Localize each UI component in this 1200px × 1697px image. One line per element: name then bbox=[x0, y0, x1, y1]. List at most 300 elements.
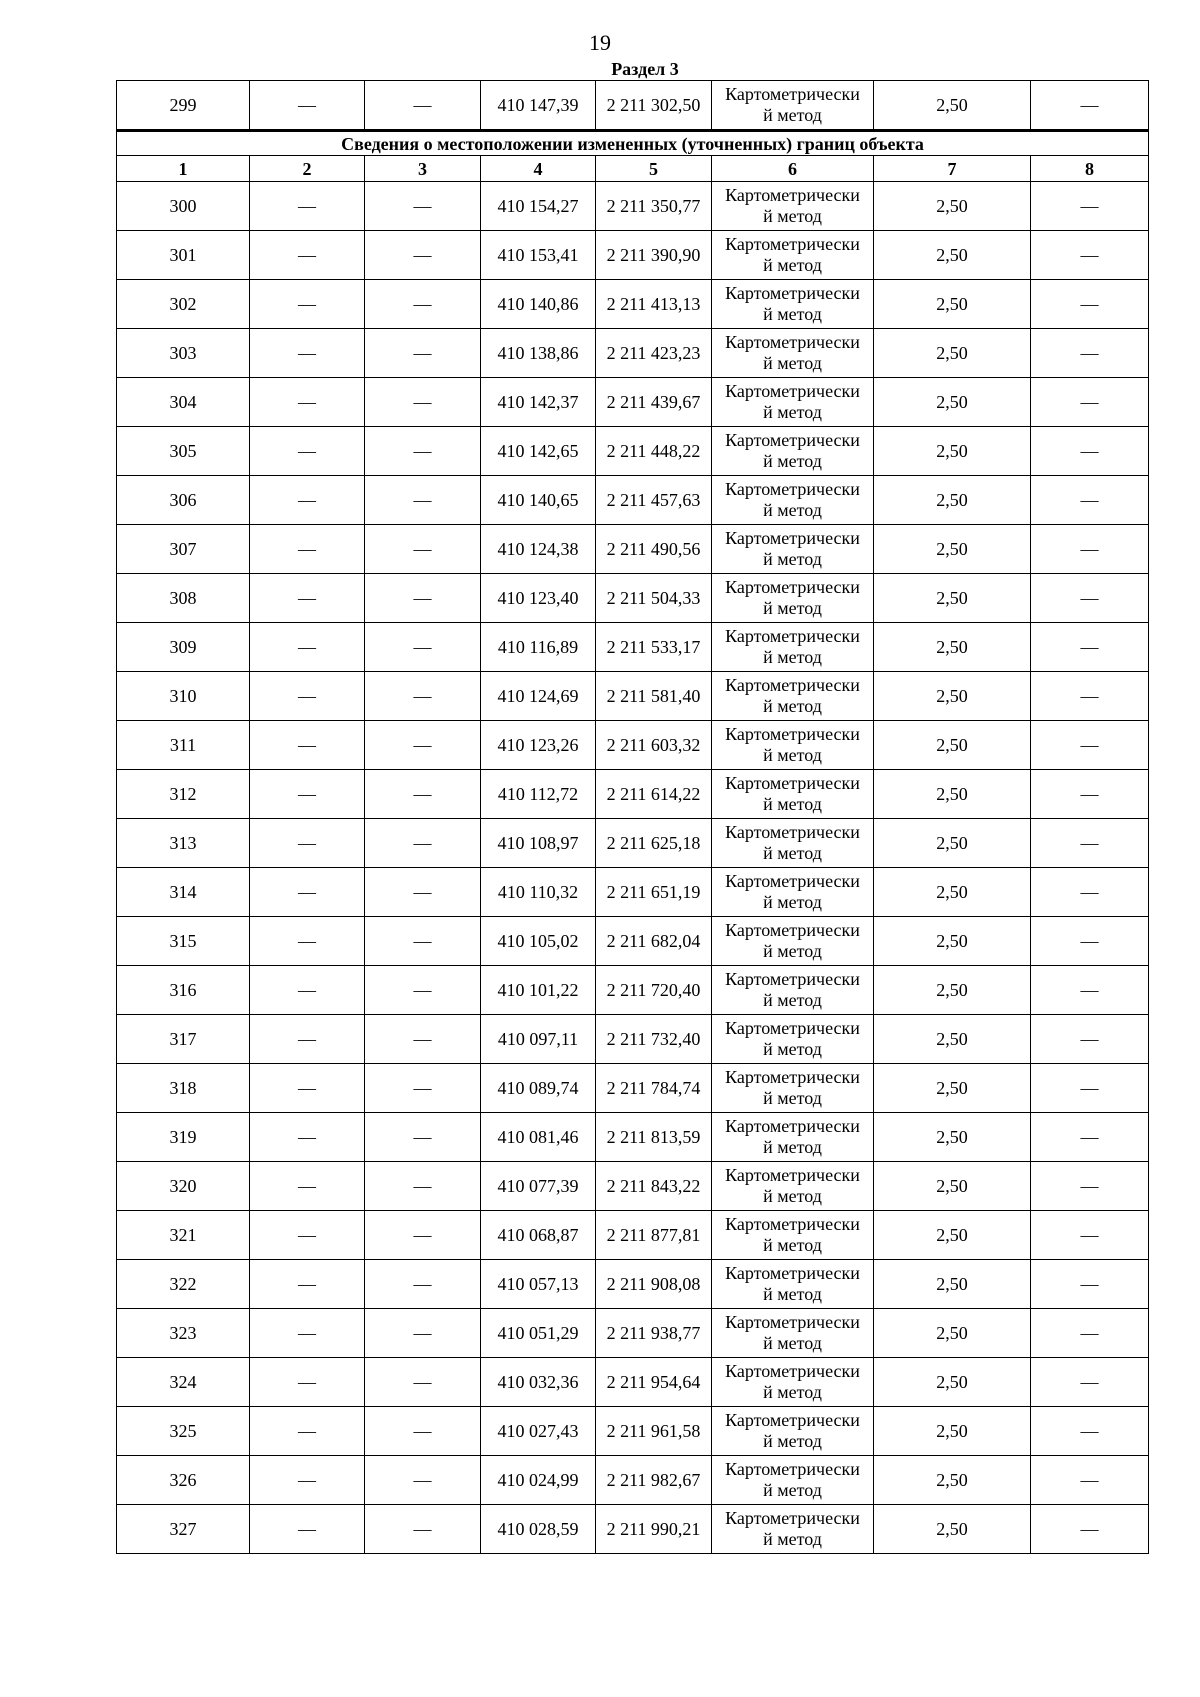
table-row bbox=[117, 329, 1149, 378]
accuracy-cell: 2,50 bbox=[874, 574, 1031, 623]
col3-cell: — bbox=[365, 427, 481, 476]
col8-cell: — bbox=[1031, 1162, 1149, 1211]
point-number-cell: 321 bbox=[117, 1211, 250, 1260]
col3-cell: — bbox=[365, 1162, 481, 1211]
y-coordinate-cell: 2 211 533,17 bbox=[596, 623, 712, 672]
table-row bbox=[117, 672, 1149, 721]
accuracy-cell: 2,50 bbox=[874, 1407, 1031, 1456]
method-cell bbox=[712, 574, 874, 623]
method-line1: Картометрически bbox=[725, 1018, 860, 1038]
y-coordinate-cell: 2 211 908,08 bbox=[596, 1260, 712, 1309]
method-cell bbox=[712, 966, 874, 1015]
method-cell bbox=[712, 1015, 874, 1064]
col8-cell: — bbox=[1031, 1456, 1149, 1505]
accuracy-cell: 2,50 bbox=[874, 81, 1031, 131]
method-line2: й метод bbox=[763, 647, 822, 667]
accuracy-cell: 2,50 bbox=[874, 917, 1031, 966]
table-row bbox=[117, 81, 1149, 131]
method-line1: Картометрически bbox=[725, 185, 860, 205]
method-line2: й метод bbox=[763, 794, 822, 814]
method-cell bbox=[712, 231, 874, 280]
col2-cell: — bbox=[250, 329, 365, 378]
accuracy-cell: 2,50 bbox=[874, 378, 1031, 427]
method-line1: Картометрически bbox=[725, 626, 860, 646]
table-row bbox=[117, 1113, 1149, 1162]
col8-cell: — bbox=[1031, 329, 1149, 378]
y-coordinate-cell: 2 211 448,22 bbox=[596, 427, 712, 476]
col8-cell: — bbox=[1031, 1064, 1149, 1113]
y-coordinate-cell: 2 211 954,64 bbox=[596, 1358, 712, 1407]
y-coordinate-cell: 2 211 877,81 bbox=[596, 1211, 712, 1260]
x-coordinate-cell: 410 089,74 bbox=[481, 1064, 596, 1113]
x-coordinate-cell: 410 142,37 bbox=[481, 378, 596, 427]
column-header: 5 bbox=[596, 156, 712, 182]
accuracy-cell: 2,50 bbox=[874, 1015, 1031, 1064]
col2-cell: — bbox=[250, 1309, 365, 1358]
method-cell bbox=[712, 868, 874, 917]
x-coordinate-cell: 410 140,86 bbox=[481, 280, 596, 329]
x-coordinate-cell: 410 110,32 bbox=[481, 868, 596, 917]
col2-cell: — bbox=[250, 770, 365, 819]
table-row bbox=[117, 1456, 1149, 1505]
method-cell bbox=[712, 1505, 874, 1554]
accuracy-cell: 2,50 bbox=[874, 819, 1031, 868]
x-coordinate-cell: 410 101,22 bbox=[481, 966, 596, 1015]
point-number-cell: 327 bbox=[117, 1505, 250, 1554]
table-row bbox=[117, 1260, 1149, 1309]
accuracy-cell: 2,50 bbox=[874, 1064, 1031, 1113]
method-cell bbox=[712, 81, 874, 131]
y-coordinate-cell: 2 211 614,22 bbox=[596, 770, 712, 819]
table-caption-row bbox=[117, 131, 1149, 156]
col3-cell: — bbox=[365, 770, 481, 819]
x-coordinate-cell: 410 068,87 bbox=[481, 1211, 596, 1260]
method-cell bbox=[712, 770, 874, 819]
col3-cell: — bbox=[365, 1309, 481, 1358]
point-number-cell: 309 bbox=[117, 623, 250, 672]
accuracy-cell: 2,50 bbox=[874, 770, 1031, 819]
col8-cell: — bbox=[1031, 574, 1149, 623]
method-cell bbox=[712, 1064, 874, 1113]
col3-cell: — bbox=[365, 917, 481, 966]
col2-cell: — bbox=[250, 819, 365, 868]
method-line1: Картометрически bbox=[725, 1165, 860, 1185]
accuracy-cell: 2,50 bbox=[874, 966, 1031, 1015]
method-line2: й метод bbox=[763, 1039, 822, 1059]
method-cell bbox=[712, 672, 874, 721]
col3-cell: — bbox=[365, 81, 481, 131]
method-line2: й метод bbox=[763, 255, 822, 275]
method-cell bbox=[712, 819, 874, 868]
method-line1: Картометрически bbox=[725, 822, 860, 842]
method-cell bbox=[712, 280, 874, 329]
method-line2: й метод bbox=[763, 843, 822, 863]
x-coordinate-cell: 410 027,43 bbox=[481, 1407, 596, 1456]
method-line2: й метод bbox=[763, 1284, 822, 1304]
table-row bbox=[117, 525, 1149, 574]
method-line2: й метод bbox=[763, 1235, 822, 1255]
column-header-row bbox=[117, 156, 1149, 182]
method-line2: й метод bbox=[763, 1137, 822, 1157]
col3-cell: — bbox=[365, 1064, 481, 1113]
y-coordinate-cell: 2 211 302,50 bbox=[596, 81, 712, 131]
table-row bbox=[117, 966, 1149, 1015]
col3-cell: — bbox=[365, 721, 481, 770]
col8-cell: — bbox=[1031, 1260, 1149, 1309]
section-title: Раздел 3 bbox=[611, 59, 679, 79]
accuracy-cell: 2,50 bbox=[874, 1162, 1031, 1211]
col3-cell: — bbox=[365, 1358, 481, 1407]
col2-cell: — bbox=[250, 1456, 365, 1505]
method-cell bbox=[712, 476, 874, 525]
method-cell bbox=[712, 721, 874, 770]
method-line1: Картометрически bbox=[725, 332, 860, 352]
table-row bbox=[117, 427, 1149, 476]
method-cell bbox=[712, 1162, 874, 1211]
table-row bbox=[117, 182, 1149, 231]
col2-cell: — bbox=[250, 427, 365, 476]
col8-cell: — bbox=[1031, 378, 1149, 427]
method-line2: й метод bbox=[763, 990, 822, 1010]
y-coordinate-cell: 2 211 720,40 bbox=[596, 966, 712, 1015]
col8-cell: — bbox=[1031, 1505, 1149, 1554]
point-number-cell: 325 bbox=[117, 1407, 250, 1456]
col2-cell: — bbox=[250, 1505, 365, 1554]
point-number-cell: 304 bbox=[117, 378, 250, 427]
point-number-cell: 300 bbox=[117, 182, 250, 231]
table-row bbox=[117, 721, 1149, 770]
method-line1: Картометрически bbox=[725, 1459, 860, 1479]
col8-cell: — bbox=[1031, 1015, 1149, 1064]
accuracy-cell: 2,50 bbox=[874, 1456, 1031, 1505]
accuracy-cell: 2,50 bbox=[874, 1309, 1031, 1358]
point-number-cell: 326 bbox=[117, 1456, 250, 1505]
method-cell bbox=[712, 1211, 874, 1260]
col8-cell: — bbox=[1031, 672, 1149, 721]
col3-cell: — bbox=[365, 1505, 481, 1554]
point-number-cell: 323 bbox=[117, 1309, 250, 1358]
method-line2: й метод bbox=[763, 451, 822, 471]
y-coordinate-cell: 2 211 490,56 bbox=[596, 525, 712, 574]
x-coordinate-cell: 410 153,41 bbox=[481, 231, 596, 280]
method-line1: Картометрически bbox=[725, 1116, 860, 1136]
table-row bbox=[117, 1064, 1149, 1113]
method-line1: Картометрически bbox=[725, 920, 860, 940]
col3-cell: — bbox=[365, 1260, 481, 1309]
col8-cell: — bbox=[1031, 721, 1149, 770]
y-coordinate-cell: 2 211 625,18 bbox=[596, 819, 712, 868]
method-line2: й метод bbox=[763, 1382, 822, 1402]
col2-cell: — bbox=[250, 1015, 365, 1064]
y-coordinate-cell: 2 211 413,13 bbox=[596, 280, 712, 329]
y-coordinate-cell: 2 211 423,23 bbox=[596, 329, 712, 378]
col3-cell: — bbox=[365, 868, 481, 917]
data-rows bbox=[117, 182, 1149, 1554]
col2-cell: — bbox=[250, 182, 365, 231]
method-cell bbox=[712, 329, 874, 378]
col2-cell: — bbox=[250, 1113, 365, 1162]
method-line2: й метод bbox=[763, 206, 822, 226]
accuracy-cell: 2,50 bbox=[874, 1260, 1031, 1309]
col3-cell: — bbox=[365, 182, 481, 231]
method-line1: Картометрически bbox=[725, 479, 860, 499]
col3-cell: — bbox=[365, 1113, 481, 1162]
table-row bbox=[117, 231, 1149, 280]
point-number-cell: 314 bbox=[117, 868, 250, 917]
col3-cell: — bbox=[365, 1015, 481, 1064]
point-number-cell: 324 bbox=[117, 1358, 250, 1407]
method-line1: Картометрически bbox=[725, 381, 860, 401]
x-coordinate-cell: 410 024,99 bbox=[481, 1456, 596, 1505]
method-line2: й метод bbox=[763, 1480, 822, 1500]
accuracy-cell: 2,50 bbox=[874, 427, 1031, 476]
x-coordinate-cell: 410 112,72 bbox=[481, 770, 596, 819]
col8-cell: — bbox=[1031, 917, 1149, 966]
point-number-cell: 306 bbox=[117, 476, 250, 525]
col2-cell: — bbox=[250, 378, 365, 427]
y-coordinate-cell: 2 211 990,21 bbox=[596, 1505, 712, 1554]
method-cell bbox=[712, 525, 874, 574]
column-header: 6 bbox=[712, 156, 874, 182]
table-row bbox=[117, 574, 1149, 623]
point-number-cell: 313 bbox=[117, 819, 250, 868]
method-line1: Картометрически bbox=[725, 773, 860, 793]
col2-cell: — bbox=[250, 1358, 365, 1407]
point-number-cell: 303 bbox=[117, 329, 250, 378]
point-number-cell: 299 bbox=[117, 81, 250, 131]
method-cell bbox=[712, 917, 874, 966]
col2-cell: — bbox=[250, 623, 365, 672]
col8-cell: — bbox=[1031, 81, 1149, 131]
method-line1: Картометрически bbox=[725, 675, 860, 695]
col2-cell: — bbox=[250, 917, 365, 966]
x-coordinate-cell: 410 124,69 bbox=[481, 672, 596, 721]
method-line2: й метод bbox=[763, 1431, 822, 1451]
table-row bbox=[117, 1162, 1149, 1211]
method-line2: й метод bbox=[763, 1186, 822, 1206]
method-line2: й метод bbox=[763, 941, 822, 961]
y-coordinate-cell: 2 211 732,40 bbox=[596, 1015, 712, 1064]
method-line2: й метод bbox=[763, 353, 822, 373]
point-number-cell: 307 bbox=[117, 525, 250, 574]
method-line2: й метод bbox=[763, 598, 822, 618]
point-number-cell: 318 bbox=[117, 1064, 250, 1113]
y-coordinate-cell: 2 211 982,67 bbox=[596, 1456, 712, 1505]
method-line1: Картометрически bbox=[725, 871, 860, 891]
method-line1: Картометрически bbox=[725, 528, 860, 548]
table-row bbox=[117, 819, 1149, 868]
method-line1: Картометрически bbox=[725, 283, 860, 303]
y-coordinate-cell: 2 211 938,77 bbox=[596, 1309, 712, 1358]
col3-cell: — bbox=[365, 1211, 481, 1260]
accuracy-cell: 2,50 bbox=[874, 1505, 1031, 1554]
x-coordinate-cell: 410 140,65 bbox=[481, 476, 596, 525]
accuracy-cell: 2,50 bbox=[874, 1358, 1031, 1407]
method-line2: й метод bbox=[763, 1088, 822, 1108]
table-row bbox=[117, 1505, 1149, 1554]
method-cell bbox=[712, 1260, 874, 1309]
table-row bbox=[117, 378, 1149, 427]
col3-cell: — bbox=[365, 574, 481, 623]
x-coordinate-cell: 410 057,13 bbox=[481, 1260, 596, 1309]
col8-cell: — bbox=[1031, 280, 1149, 329]
accuracy-cell: 2,50 bbox=[874, 623, 1031, 672]
col3-cell: — bbox=[365, 476, 481, 525]
y-coordinate-cell: 2 211 350,77 bbox=[596, 182, 712, 231]
method-line1: Картометрически bbox=[725, 1312, 860, 1332]
x-coordinate-cell: 410 154,27 bbox=[481, 182, 596, 231]
col3-cell: — bbox=[365, 1407, 481, 1456]
table-row bbox=[117, 476, 1149, 525]
column-header: 2 bbox=[250, 156, 365, 182]
method-cell bbox=[712, 623, 874, 672]
column-header: 8 bbox=[1031, 156, 1149, 182]
method-cell bbox=[712, 1113, 874, 1162]
accuracy-cell: 2,50 bbox=[874, 868, 1031, 917]
col3-cell: — bbox=[365, 819, 481, 868]
point-number-cell: 310 bbox=[117, 672, 250, 721]
method-line1: Картометрически bbox=[725, 577, 860, 597]
table-row bbox=[117, 770, 1149, 819]
col2-cell: — bbox=[250, 525, 365, 574]
y-coordinate-cell: 2 211 390,90 bbox=[596, 231, 712, 280]
accuracy-cell: 2,50 bbox=[874, 231, 1031, 280]
col8-cell: — bbox=[1031, 1407, 1149, 1456]
col3-cell: — bbox=[365, 525, 481, 574]
method-line2: й метод bbox=[763, 892, 822, 912]
col8-cell: — bbox=[1031, 1211, 1149, 1260]
point-number-cell: 315 bbox=[117, 917, 250, 966]
method-cell bbox=[712, 1407, 874, 1456]
col2-cell: — bbox=[250, 476, 365, 525]
x-coordinate-cell: 410 051,29 bbox=[481, 1309, 596, 1358]
x-coordinate-cell: 410 116,89 bbox=[481, 623, 596, 672]
y-coordinate-cell: 2 211 457,63 bbox=[596, 476, 712, 525]
table-row bbox=[117, 1358, 1149, 1407]
y-coordinate-cell: 2 211 843,22 bbox=[596, 1162, 712, 1211]
col3-cell: — bbox=[365, 623, 481, 672]
method-line1: Картометрически bbox=[725, 430, 860, 450]
method-line2: й метод bbox=[763, 402, 822, 422]
method-line1: Картометрически bbox=[725, 969, 860, 989]
method-line2: й метод bbox=[763, 105, 822, 125]
point-number-cell: 312 bbox=[117, 770, 250, 819]
method-line2: й метод bbox=[763, 696, 822, 716]
x-coordinate-cell: 410 123,26 bbox=[481, 721, 596, 770]
col3-cell: — bbox=[365, 231, 481, 280]
point-number-cell: 320 bbox=[117, 1162, 250, 1211]
point-number-cell: 302 bbox=[117, 280, 250, 329]
method-line2: й метод bbox=[763, 745, 822, 765]
accuracy-cell: 2,50 bbox=[874, 672, 1031, 721]
method-line1: Картометрически bbox=[725, 234, 860, 254]
col3-cell: — bbox=[365, 378, 481, 427]
y-coordinate-cell: 2 211 581,40 bbox=[596, 672, 712, 721]
method-line1: Картометрически bbox=[725, 1361, 860, 1381]
table-row bbox=[117, 623, 1149, 672]
accuracy-cell: 2,50 bbox=[874, 329, 1031, 378]
col8-cell: — bbox=[1031, 182, 1149, 231]
column-header: 3 bbox=[365, 156, 481, 182]
accuracy-cell: 2,50 bbox=[874, 721, 1031, 770]
method-line1: Картометрически bbox=[725, 1263, 860, 1283]
method-cell bbox=[712, 1309, 874, 1358]
point-number-cell: 317 bbox=[117, 1015, 250, 1064]
col2-cell: — bbox=[250, 1260, 365, 1309]
column-header: 1 bbox=[117, 156, 250, 182]
col3-cell: — bbox=[365, 329, 481, 378]
column-header: 7 bbox=[874, 156, 1031, 182]
col2-cell: — bbox=[250, 280, 365, 329]
col8-cell: — bbox=[1031, 623, 1149, 672]
method-line2: й метод bbox=[763, 1529, 822, 1549]
x-coordinate-cell: 410 028,59 bbox=[481, 1505, 596, 1554]
col2-cell: — bbox=[250, 574, 365, 623]
method-line2: й метод bbox=[763, 549, 822, 569]
x-coordinate-cell: 410 124,38 bbox=[481, 525, 596, 574]
method-cell bbox=[712, 1358, 874, 1407]
col2-cell: — bbox=[250, 1211, 365, 1260]
x-coordinate-cell: 410 081,46 bbox=[481, 1113, 596, 1162]
table-row bbox=[117, 1211, 1149, 1260]
point-number-cell: 322 bbox=[117, 1260, 250, 1309]
method-line1: Картометрически bbox=[725, 724, 860, 744]
method-line1: Картометрически bbox=[725, 1067, 860, 1087]
method-line1: Картометрически bbox=[725, 84, 860, 104]
table-row bbox=[117, 280, 1149, 329]
accuracy-cell: 2,50 bbox=[874, 182, 1031, 231]
x-coordinate-cell: 410 123,40 bbox=[481, 574, 596, 623]
y-coordinate-cell: 2 211 651,19 bbox=[596, 868, 712, 917]
y-coordinate-cell: 2 211 682,04 bbox=[596, 917, 712, 966]
y-coordinate-cell: 2 211 439,67 bbox=[596, 378, 712, 427]
point-number-cell: 301 bbox=[117, 231, 250, 280]
col3-cell: — bbox=[365, 280, 481, 329]
col8-cell: — bbox=[1031, 427, 1149, 476]
col2-cell: — bbox=[250, 721, 365, 770]
x-coordinate-cell: 410 138,86 bbox=[481, 329, 596, 378]
method-line2: й метод bbox=[763, 1333, 822, 1353]
point-number-cell: 311 bbox=[117, 721, 250, 770]
x-coordinate-cell: 410 097,11 bbox=[481, 1015, 596, 1064]
method-cell bbox=[712, 378, 874, 427]
point-number-cell: 308 bbox=[117, 574, 250, 623]
x-coordinate-cell: 410 105,02 bbox=[481, 917, 596, 966]
col3-cell: — bbox=[365, 672, 481, 721]
y-coordinate-cell: 2 211 961,58 bbox=[596, 1407, 712, 1456]
method-line2: й метод bbox=[763, 500, 822, 520]
y-coordinate-cell: 2 211 603,32 bbox=[596, 721, 712, 770]
y-coordinate-cell: 2 211 813,59 bbox=[596, 1113, 712, 1162]
page-number: 19 bbox=[589, 30, 611, 55]
col2-cell: — bbox=[250, 1407, 365, 1456]
method-line1: Картометрически bbox=[725, 1214, 860, 1234]
method-line1: Картометрически bbox=[725, 1508, 860, 1528]
col2-cell: — bbox=[250, 231, 365, 280]
col8-cell: — bbox=[1031, 1309, 1149, 1358]
table-row bbox=[117, 917, 1149, 966]
accuracy-cell: 2,50 bbox=[874, 476, 1031, 525]
col8-cell: — bbox=[1031, 1113, 1149, 1162]
col2-cell: — bbox=[250, 672, 365, 721]
method-cell bbox=[712, 182, 874, 231]
col8-cell: — bbox=[1031, 525, 1149, 574]
x-coordinate-cell: 410 142,65 bbox=[481, 427, 596, 476]
col2-cell: — bbox=[250, 1064, 365, 1113]
accuracy-cell: 2,50 bbox=[874, 525, 1031, 574]
table-row bbox=[117, 1407, 1149, 1456]
col3-cell: — bbox=[365, 966, 481, 1015]
